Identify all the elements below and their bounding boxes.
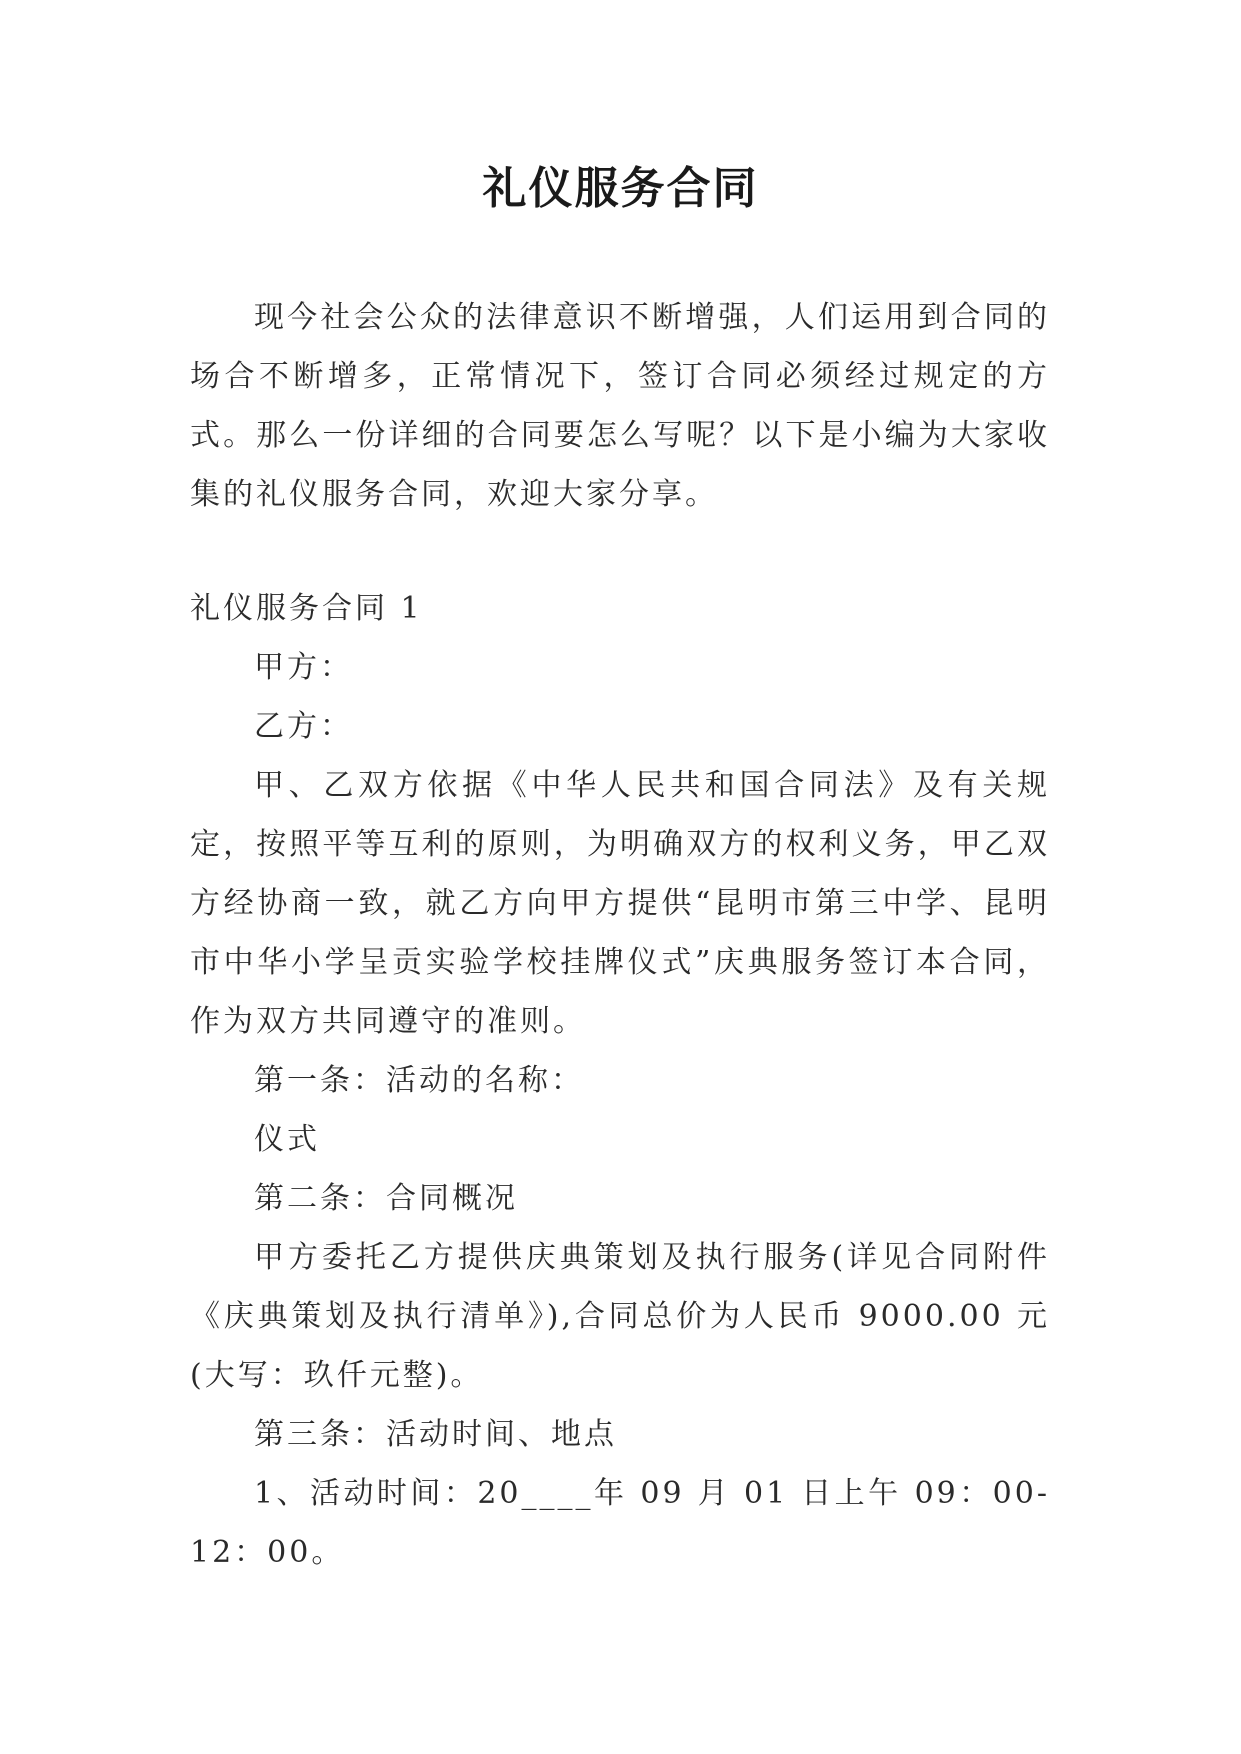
article-2-heading: 第二条：合同概况 <box>254 1181 518 1216</box>
document-body <box>190 288 1050 1582</box>
section-heading: 礼仪服务合同 1 <box>190 591 423 626</box>
article-2-body: 甲方委托乙方提供庆典策划及执行服务(详见合同附件《庆典策划及执行清单》),合同总价为人民币 9000.00 元(大写：玖仟元整)。 <box>190 1240 1050 1393</box>
article-1-body: 仪式 <box>254 1122 320 1157</box>
document-title: 礼仪服务合同 <box>482 163 759 214</box>
party-b-line: 乙方： <box>254 709 353 744</box>
article-3-heading: 第三条：活动时间、地点 <box>254 1417 617 1452</box>
article-1-heading: 第一条：活动的名称： <box>254 1063 584 1098</box>
intro-paragraph: 现今社会公众的法律意识不断增强，人们运用到合同的场合不断增多，正常情况下，签订合同必须经过规定的方式。那么一份详细的合同要怎么写呢？以下是小编为大家收集的礼仪服务合同，欢迎大家分享。 <box>190 300 1050 512</box>
article-3-item-1: 1、活动时间：20____年 09 月 01 日上午 09：00-12：00。 <box>190 1476 1050 1570</box>
party-a-line: 甲方： <box>254 650 353 685</box>
preamble-paragraph: 甲、乙双方依据《中华人民共和国合同法》及有关规定，按照平等互利的原则，为明确双方的权利义务，甲乙双方经协商一致，就乙方向甲方提供“昆明市第三中学、昆明市中华小学呈贡实验学校挂牌仪式”庆典服务签订本合同，作为双方共同遵守的准则。 <box>190 768 1050 1039</box>
